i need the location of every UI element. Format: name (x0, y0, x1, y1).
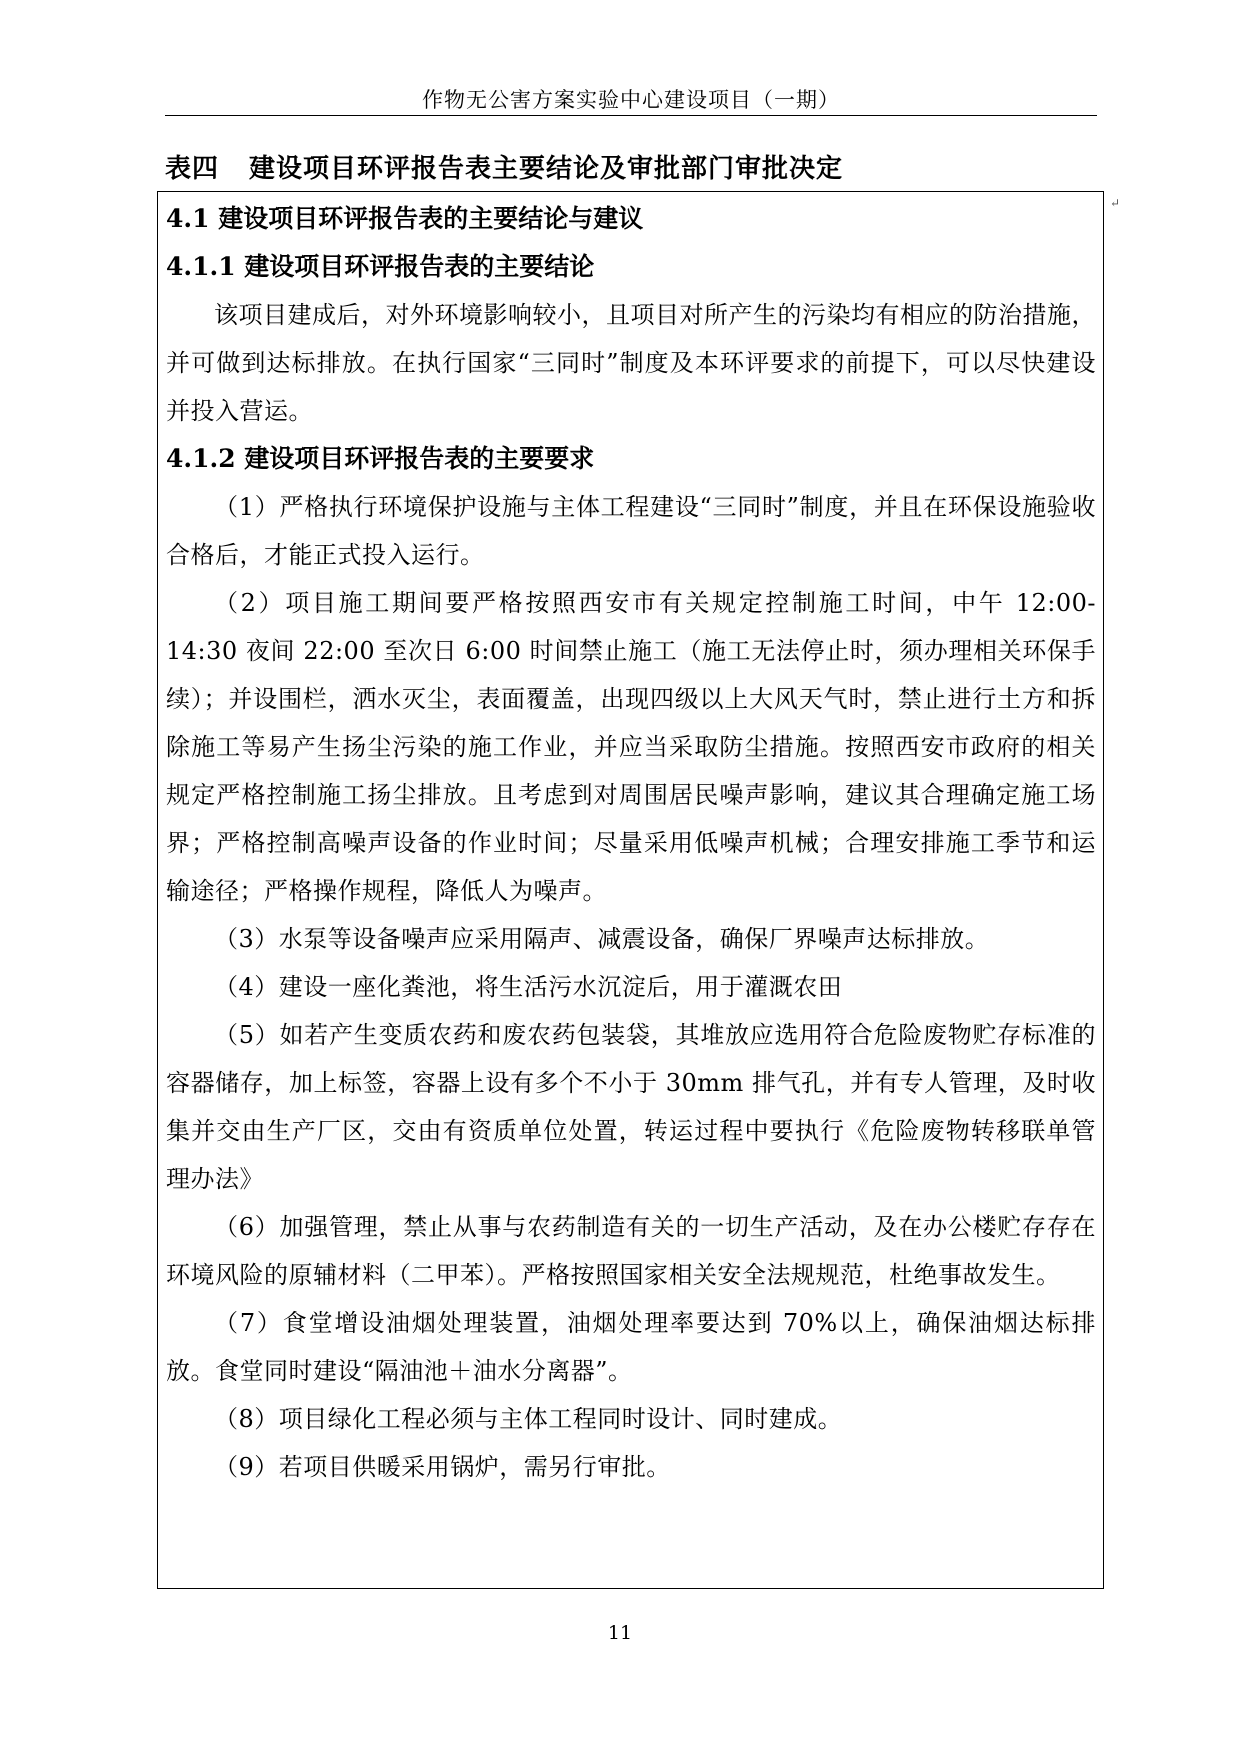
requirement-item-8: （8）项目绿化工程必须与主体工程同时设计、同时建成。 (214, 1405, 843, 1433)
section-4-1-1-heading: 4.1.1 建设项目环评报告表的主要结论 (166, 252, 595, 281)
paragraph-mark-icon: ↵ (1110, 196, 1121, 210)
header-rule (165, 115, 1097, 116)
requirement-item-6: （6）加强管理，禁止从事与农药制造有关的一切生产活动，及在办公楼贮存存在环境风险的原辅材料（二甲苯）。严格按照国家相关安全法规规范，杜绝事故发生。 (166, 1213, 1096, 1289)
requirement-item-5: （5）如若产生变质农药和废农药包装袋，其堆放应选用符合危险废物贮存标准的容器储存，加上标签，容器上设有多个不小于 30mm 排气孔，并有专人管理，及时收集并交由生产厂区，交由有资质单位处置，转运过程中要执行《危险废物转移联单管理办法》 (166, 1021, 1096, 1193)
section-4-1-heading: 4.1 建设项目环评报告表的主要结论与建议 (166, 204, 644, 233)
requirement-item-7: （7）食堂增设油烟处理装置，油烟处理率要达到 70%以上，确保油烟达标排放。食堂同时建设“隔油池＋油水分离器”。 (166, 1309, 1096, 1385)
table-title-text: 建设项目环评报告表主要结论及审批部门审批决定 (249, 154, 844, 184)
requirement-item-1: （1）严格执行环境保护设施与主体工程建设“三同时”制度，并且在环保设施验收合格后，才能正式投入运行。 (166, 493, 1096, 569)
conclusion-paragraph: 该项目建成后，对外环境影响较小，且项目对所产生的污染均有相应的防治措施，并可做到达标排放。在执行国家“三同时”制度及本环评要求的前提下，可以尽快建设并投入营运。 (166, 301, 1096, 425)
section-4-1-2-heading: 4.1.2 建设项目环评报告表的主要要求 (166, 444, 595, 473)
page-header: 作物无公害方案实验中心建设项目（一期） (422, 88, 840, 112)
table-title (165, 148, 843, 185)
page-number: 11 (607, 1622, 633, 1644)
requirement-item-3: （3）水泵等设备噪声应采用隔声、减震设备，确保厂界噪声达标排放。 (214, 925, 990, 953)
content-body (166, 195, 1096, 1491)
requirement-item-4: （4）建设一座化粪池，将生活污水沉淀后，用于灌溉农田 (214, 973, 843, 1001)
table-label: 表四 (165, 154, 220, 184)
requirement-item-2: （2）项目施工期间要严格按照西安市有关规定控制施工时间，中午 12:00-14:30 夜间 22:00 至次日 6:00 时间禁止施工（施工无法停止时，须办理相关环保手续）；并设围栏，洒水灭尘，表面覆盖，出现四级以上大风天气时，禁止进行土方和拆除施工等易产生扬尘污染的施工作业，并应当采取防尘措施。按照西安市政府的相关规定严格控制施工扬尘排放。且考虑到对周围居民噪声影响，建议其合理确定施工场界；严格控制高噪声设备的作业时间；尽量采用低噪声机械；合理安排施工季节和运输途径；严格操作规程，降低人为噪声。 (166, 589, 1096, 905)
requirement-item-9: （9）若项目供暖采用锅炉，需另行审批。 (214, 1453, 671, 1481)
